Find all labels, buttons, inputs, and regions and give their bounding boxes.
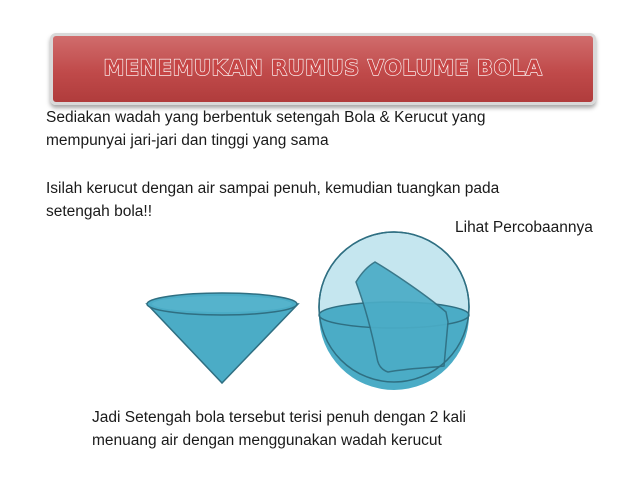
conclusion-line-1: Jadi Setengah bola tersebut terisi penuh dengan 2 kali bbox=[92, 409, 466, 426]
instruction-2-line-1: Isilah kerucut dengan air sampai penuh, kemudian tuangkan pada bbox=[46, 180, 500, 197]
instruction-1-line-2: mempunyai jari-jari dan tinggi yang sama bbox=[46, 132, 329, 149]
sphere-shape bbox=[319, 232, 469, 390]
page-title: MENEMUKAN RUMUS VOLUME BOLA bbox=[103, 56, 543, 80]
conclusion-line-2: menuang air dengan menggunakan wadah kerucut bbox=[92, 432, 442, 449]
instruction-2-line-2: setengah bola!! bbox=[46, 203, 153, 220]
view-experiment-link[interactable]: Lihat Percobaannya bbox=[455, 219, 593, 236]
cone-shape bbox=[147, 293, 298, 383]
conclusion-paragraph bbox=[92, 406, 466, 452]
instruction-1-line-1: Sediakan wadah yang berbentuk setengah Bola & Kerucut yang bbox=[46, 109, 486, 126]
